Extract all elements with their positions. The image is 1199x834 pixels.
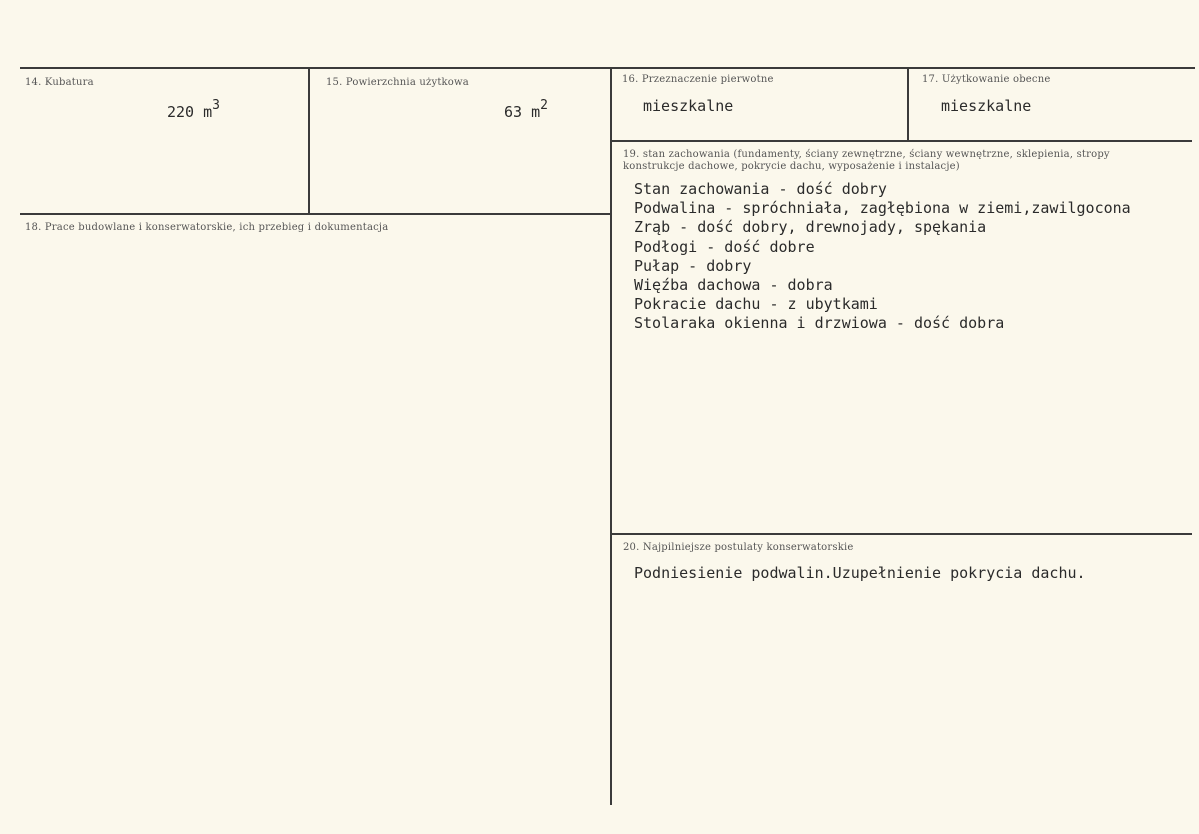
top-rule	[20, 67, 1195, 69]
stan-line: Pokracie dachu - z ubytkami	[634, 295, 878, 314]
kubatura-exponent: 3	[212, 98, 220, 113]
stan-zachowania-lines	[634, 180, 1131, 334]
divider-16-17	[907, 67, 909, 140]
right-lower-rule	[612, 533, 1192, 535]
prace-label: 18. Prace budowlane i konserwatorskie, ich przebieg i dokumentacja	[25, 222, 389, 233]
kubatura-value	[167, 100, 220, 121]
uzytkowanie-label: 17. Użytkowanie obecne	[922, 74, 1051, 85]
stan-line: Stan zachowania - dość dobry	[634, 180, 887, 198]
right-upper-rule	[612, 140, 1192, 142]
przeznaczenie-value: mieszkalne	[643, 97, 734, 115]
powierzchnia-label: 15. Powierzchnia użytkowa	[326, 77, 469, 88]
stan-zachowania-label: 19. stan zachowania (fundamenty, ściany zewnętrzne, ściany wewnętrzne, sklepienia, stropy konstrukcje dachowe, pokrycie dachu, wyposażenie i instalacje)	[623, 149, 1110, 172]
przeznaczenie-label: 16. Przeznaczenie pierwotne	[622, 74, 774, 85]
powierzchnia-exponent: 2	[540, 98, 548, 113]
postulaty-label: 20. Najpilniejsze postulaty konserwatorskie	[623, 542, 854, 553]
powierzchnia-number: 63 m	[504, 103, 541, 121]
uzytkowanie-value: mieszkalne	[941, 97, 1032, 115]
stan-line: Podwalina - spróchniała, zagłębiona w ziemi,zawilgocona	[634, 199, 1131, 218]
stan-line: Zrąb - dość dobry, drewnojady, spękania	[634, 218, 987, 237]
stan-line: Podłogi - dość dobre	[634, 237, 815, 256]
divider-14-15	[308, 67, 310, 213]
stan-line: Pułap - dobry	[634, 256, 752, 275]
left-divider-rule	[20, 213, 612, 215]
stan-line: Stolaraka okienna i drzwiowa - dość dobra	[634, 314, 1005, 333]
stan-line: Więźba dachowa - dobra	[634, 275, 833, 294]
postulaty-value: Podniesienie podwalin.Uzupełnienie pokrycia dachu.	[634, 564, 1086, 582]
powierzchnia-value	[504, 100, 548, 121]
center-divider	[610, 67, 612, 805]
kubatura-number: 220 m	[167, 103, 213, 121]
kubatura-label: 14. Kubatura	[25, 77, 94, 88]
